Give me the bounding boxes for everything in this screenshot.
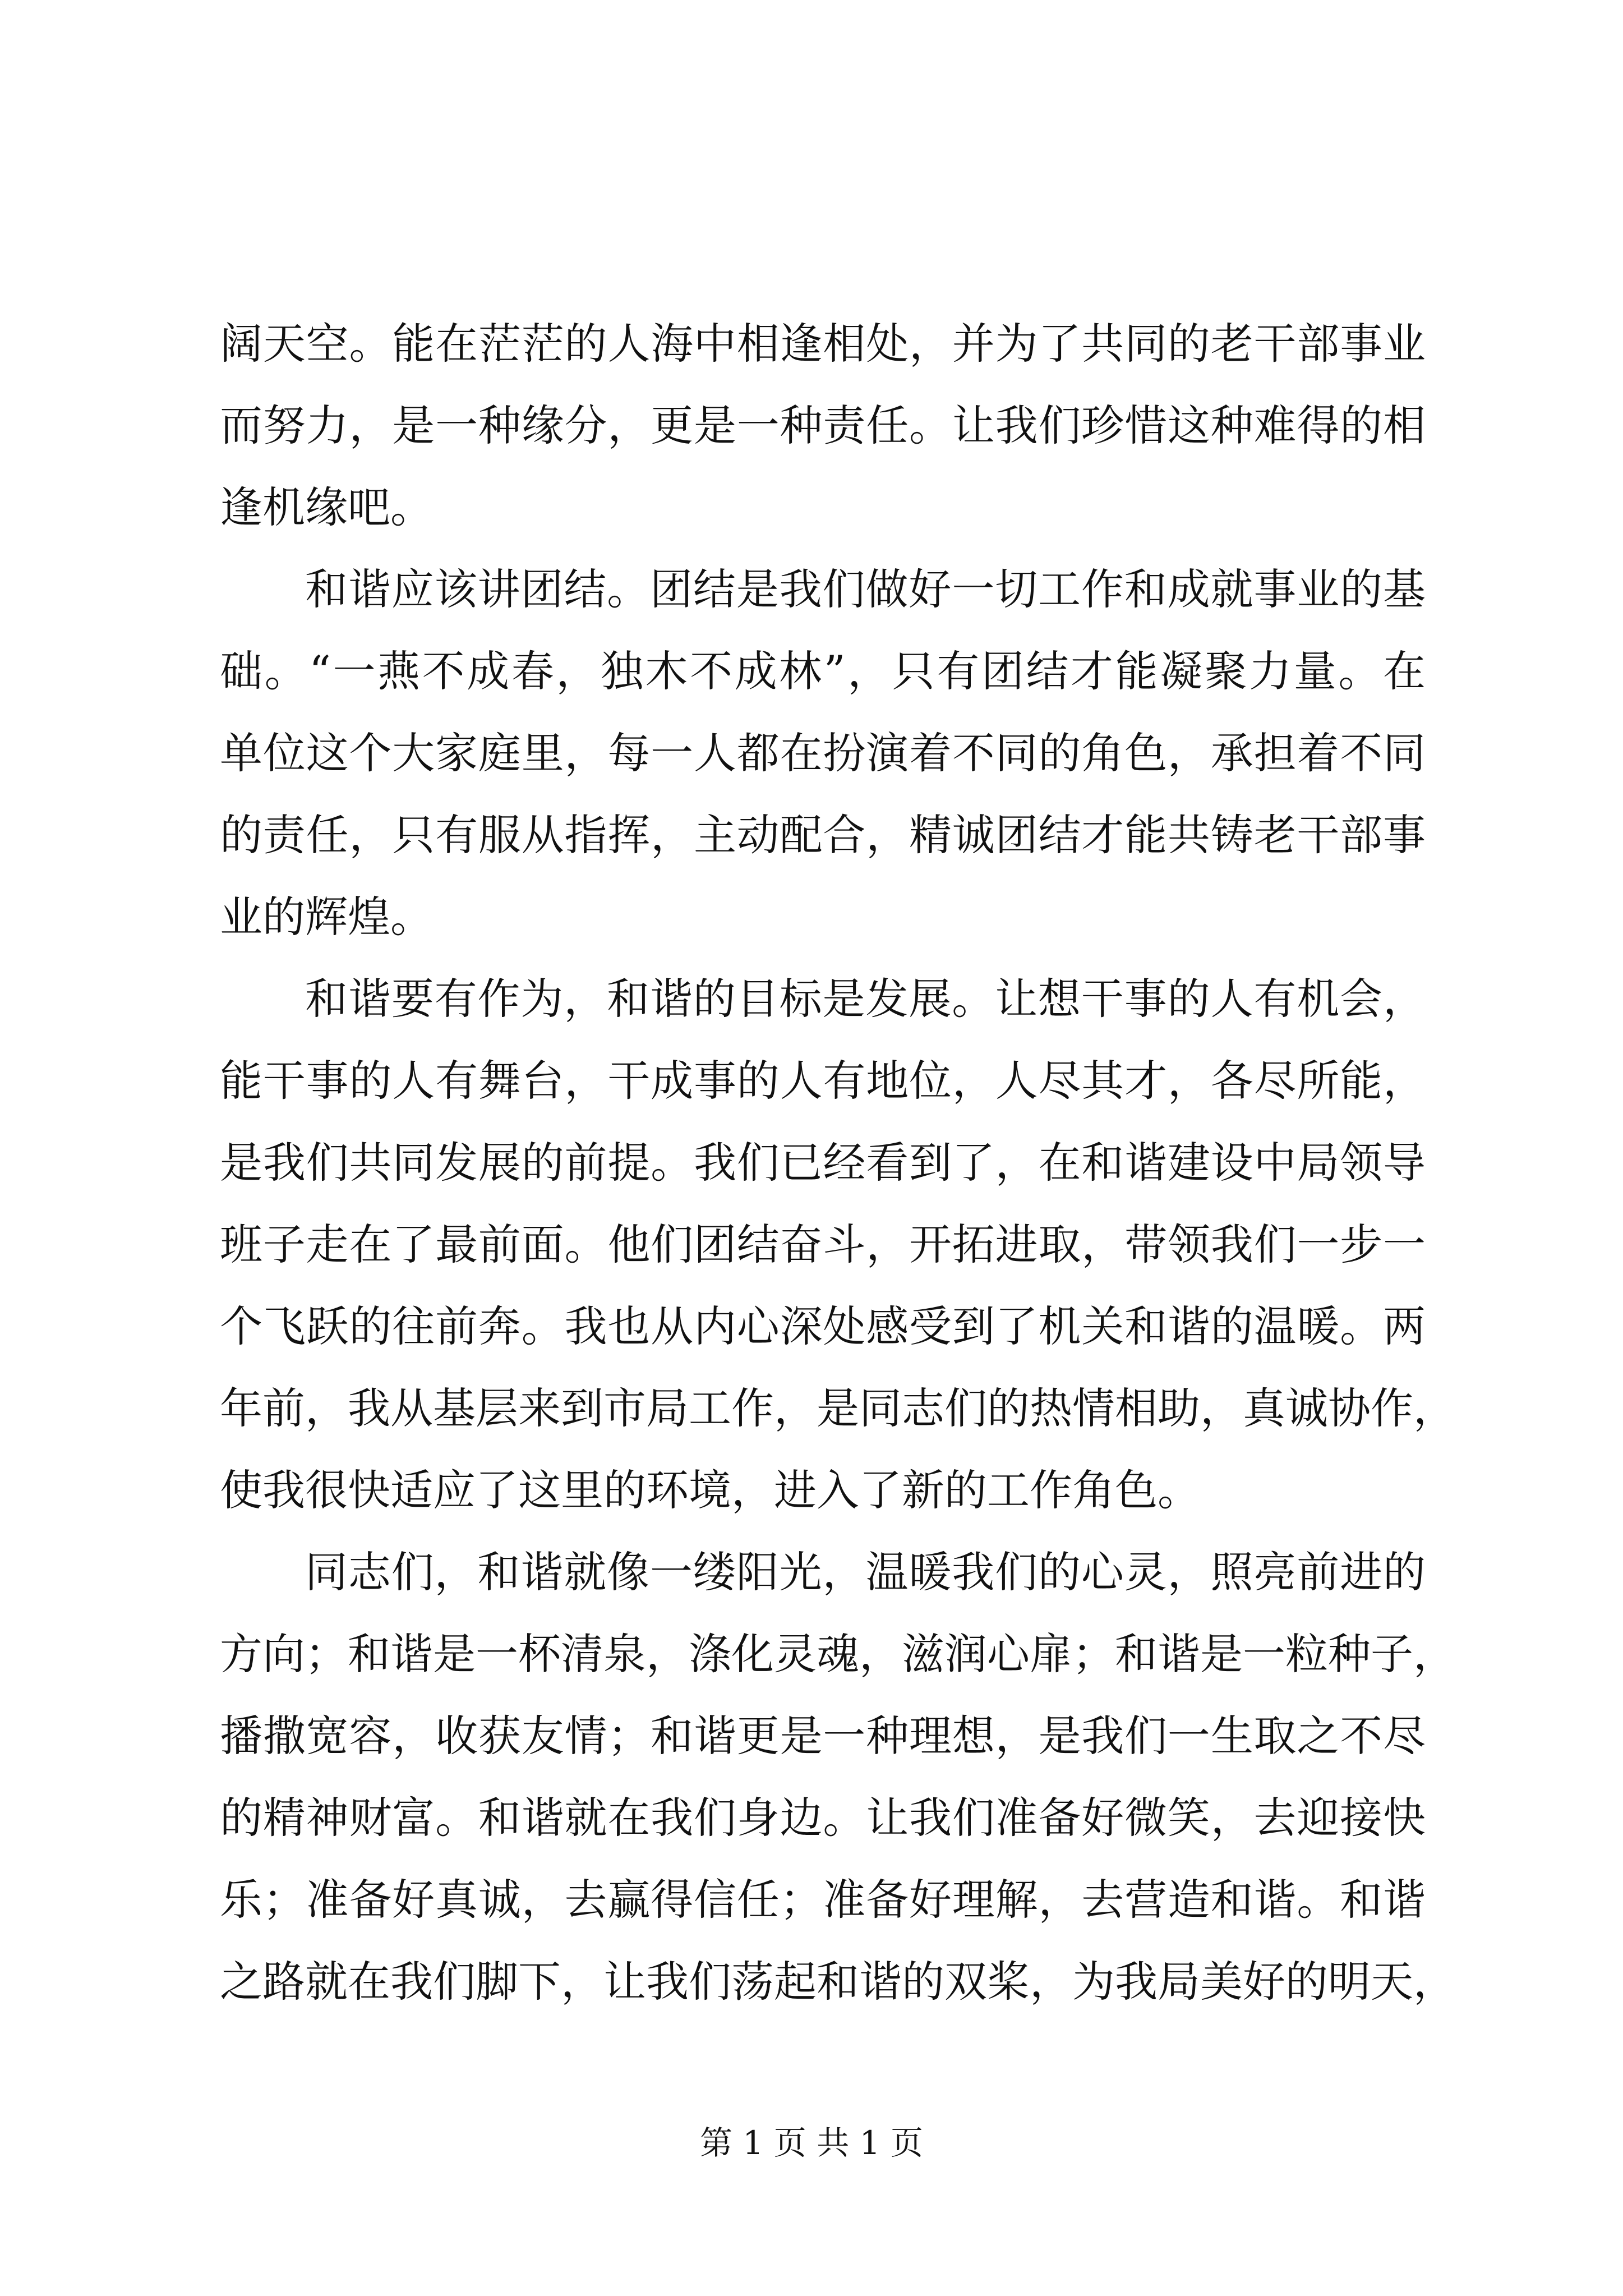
text-line: 单位这个大家庭里，每一人都在扮演着不同的角色，承担着不同: [220, 728, 1426, 778]
page-footer: [0, 2120, 1623, 2165]
text-line: 是我们共同发展的前提。我们已经看到了，在和谐建设中局领导: [220, 1138, 1426, 1188]
text-line: 业的辉煌。: [220, 892, 433, 942]
text-line: 年前，我从基层来到市局工作，是同志们的热情相助，真诚协作，: [220, 1383, 1456, 1433]
text-line: 阔天空。能在茫茫的人海中相逢相处，并为了共同的老干部事业: [220, 319, 1426, 369]
text-line: 能干事的人有舞台，干成事的人有地位，人尽其才，各尽所能，: [220, 1056, 1426, 1106]
text-line: 班子走在了最前面。他们团结奋斗，开拓进取，带领我们一步一: [220, 1220, 1426, 1269]
text-line: 础。“一燕不成春，独木不成林”，只有团结才能凝聚力量。在: [220, 646, 1426, 696]
text-line: 的精神财富。和谐就在我们身边。让我们准备好微笑，去迎接快: [220, 1793, 1426, 1843]
paragraph-first-line: 和谐应该讲团结。团结是我们做好一切工作和成就事业的基: [305, 564, 1426, 614]
text-line: 逢机缘吧。: [220, 482, 433, 532]
text-line: 方向；和谐是一杯清泉，涤化灵魂，滋润心扉；和谐是一粒种子，: [220, 1629, 1456, 1679]
text-line: 个飞跃的往前奔。我也从内心深处感受到了机关和谐的温暖。两: [220, 1301, 1426, 1351]
body-text: [220, 303, 1456, 2023]
text-line: 之路就在我们脚下，让我们荡起和谐的双桨，为我局美好的明天，: [220, 1957, 1456, 2007]
paragraph-first-line: 同志们，和谐就像一缕阳光，温暖我们的心灵，照亮前进的: [305, 1547, 1426, 1597]
text-line: 乐；准备好真诚，去赢得信任；准备好理解，去营造和谐。和谐: [220, 1875, 1426, 1925]
paragraph-first-line: 和谐要有作为，和谐的目标是发展。让想干事的人有机会，: [305, 974, 1426, 1024]
text-line: 使我很快适应了这里的环境，进入了新的工作角色。: [220, 1465, 1200, 1515]
page-number: 第 1 页 共 1 页: [700, 2124, 923, 2162]
text-line: 而努力，是一种缘分，更是一种责任。让我们珍惜这种难得的相: [220, 401, 1426, 450]
text-line: 的责任，只有服从指挥，主动配合，精诚团结才能共铸老干部事: [220, 810, 1426, 860]
text-line: 播撒宽容，收获友情；和谐更是一种理想，是我们一生取之不尽: [220, 1711, 1426, 1761]
